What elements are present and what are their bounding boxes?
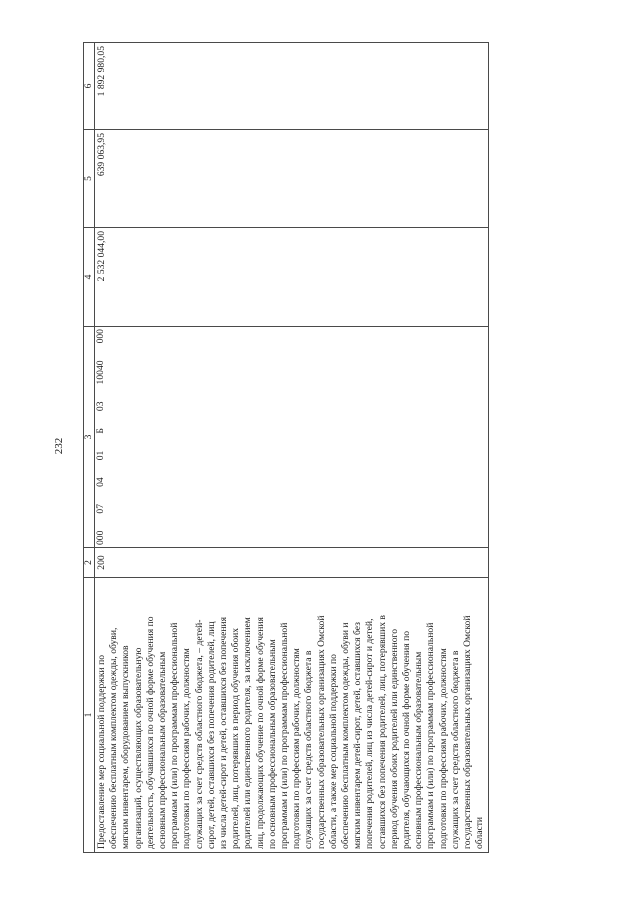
page-number: 232 [53,437,65,455]
row-value-4: 2 532 044,00 [95,228,489,327]
header-col-4: 4 [84,228,95,327]
code-part: 01 [95,450,106,461]
code-part: 07 [95,503,106,514]
header-col-1: 1 [84,578,95,853]
code-part: 000 [95,329,106,344]
code-part: Б [95,428,106,434]
header-col-6: 6 [84,43,95,130]
row-value-5: 639 063,95 [95,130,489,228]
code-part: 000 [95,530,106,545]
row-value-6: 1 892 980,05 [95,43,489,130]
budget-table [83,42,489,853]
row-classification-code [95,327,489,548]
header-col-2: 2 [84,548,95,578]
header-col-3: 3 [84,327,95,548]
header-col-5: 5 [84,130,95,228]
row-admin-code: 200 [95,548,489,578]
table-row [95,43,489,853]
row-description: Предоставление мер социальной поддержки по обеспечению бесплатным комплектом одежды, обуви, мягким инвентарем, оборудованием выпускников организаций, осуществляющих образовательную деятельность, обучавшихся по очной форме обучения по основным профессиональным образовательным программам и (или) по программам профессиональной подготовки по профессиям рабочих, должностям служащих за счет средств областного бюджета, – детей- сирот, детей, оставшихся без попечения родителей, лиц из числа детей-сирот и детей, оставшихся без попечения родителей, лиц, потерявших в период обучения обоих родителей или единственного родителя, за исключением лиц, продолжающих обучение по очной форме обучения по основным профессиональным образовательным программам и (или) по программам профессиональной подготовки по профессиям рабочих, должностям служащих за счет средств областного бюджета в государственных образовательных организациях Омской области, а также мер социальной поддержки по обеспечению бесплатным комплектом одежды, обуви и мягким инвентарем детей-сирот, детей, оставшихся без попечения родителей, лиц из числа детей-сирот и детей, оставшихся без попечения родителей, лиц, потерявших в период обучения обоих родителей или единственного родителя, обучающихся по очной форме обучения по основным профессиональным образовательным программам и (или) по программам профессиональной подготовки по профессиям рабочих, должностям служащих за счет средств областного бюджета в государственных образовательных организациях Омской области [95,578,489,853]
code-part: 10040 [95,360,106,385]
code-part: 04 [95,477,106,487]
code-part: 03 [95,401,106,412]
header-row [84,43,95,853]
rotated-page [83,43,616,853]
